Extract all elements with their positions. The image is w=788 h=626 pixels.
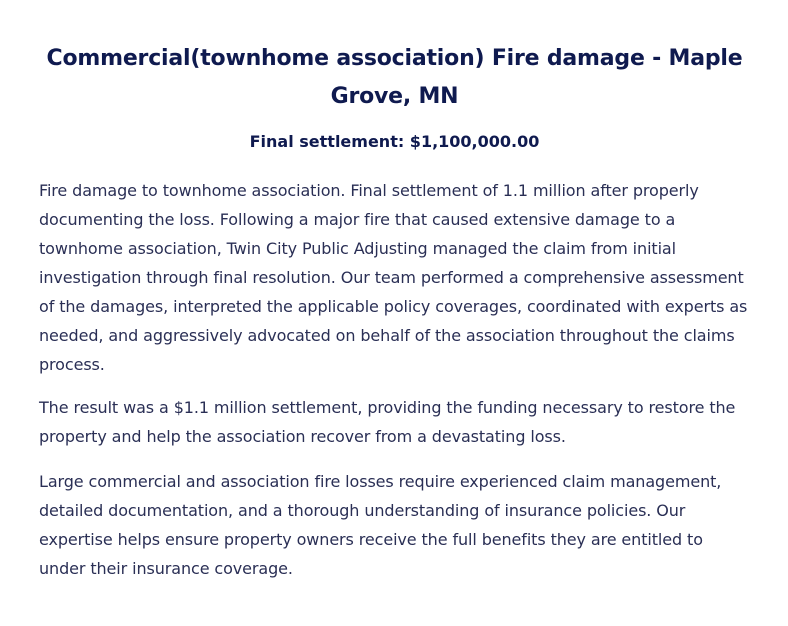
page-title: Commercial(townhome association) Fire damage - Maple Grove, MN bbox=[46, 46, 743, 109]
settlement-subtitle: Final settlement: $1,100,000.00 bbox=[249, 132, 540, 151]
body-paragraph-1: Fire damage to townhome association. Final settlement of 1.1 million after properly documenting the loss. Following a major fire that caused extensive damage to a townhome association, Twin City Public Adjusting managed the claim from initial investigation through final resolution. Our team performed a comprehensive assessment of the damages, interpreted the applicable policy coverages, coordinated with experts as needed, and aggressively advocated on behalf of the association throughout the claims process. bbox=[39, 181, 748, 374]
body-paragraph-3: Large commercial and association fire losses require experienced claim management, detailed documentation, and a thorough understanding of insurance policies. Our expertise helps ensure property owners receive the full benefits they are entitled to under their insurance coverage. bbox=[39, 472, 722, 578]
body-paragraph-2: The result was a $1.1 million settlement, providing the funding necessary to restore the property and help the association recover from a devastating loss. bbox=[39, 398, 736, 446]
